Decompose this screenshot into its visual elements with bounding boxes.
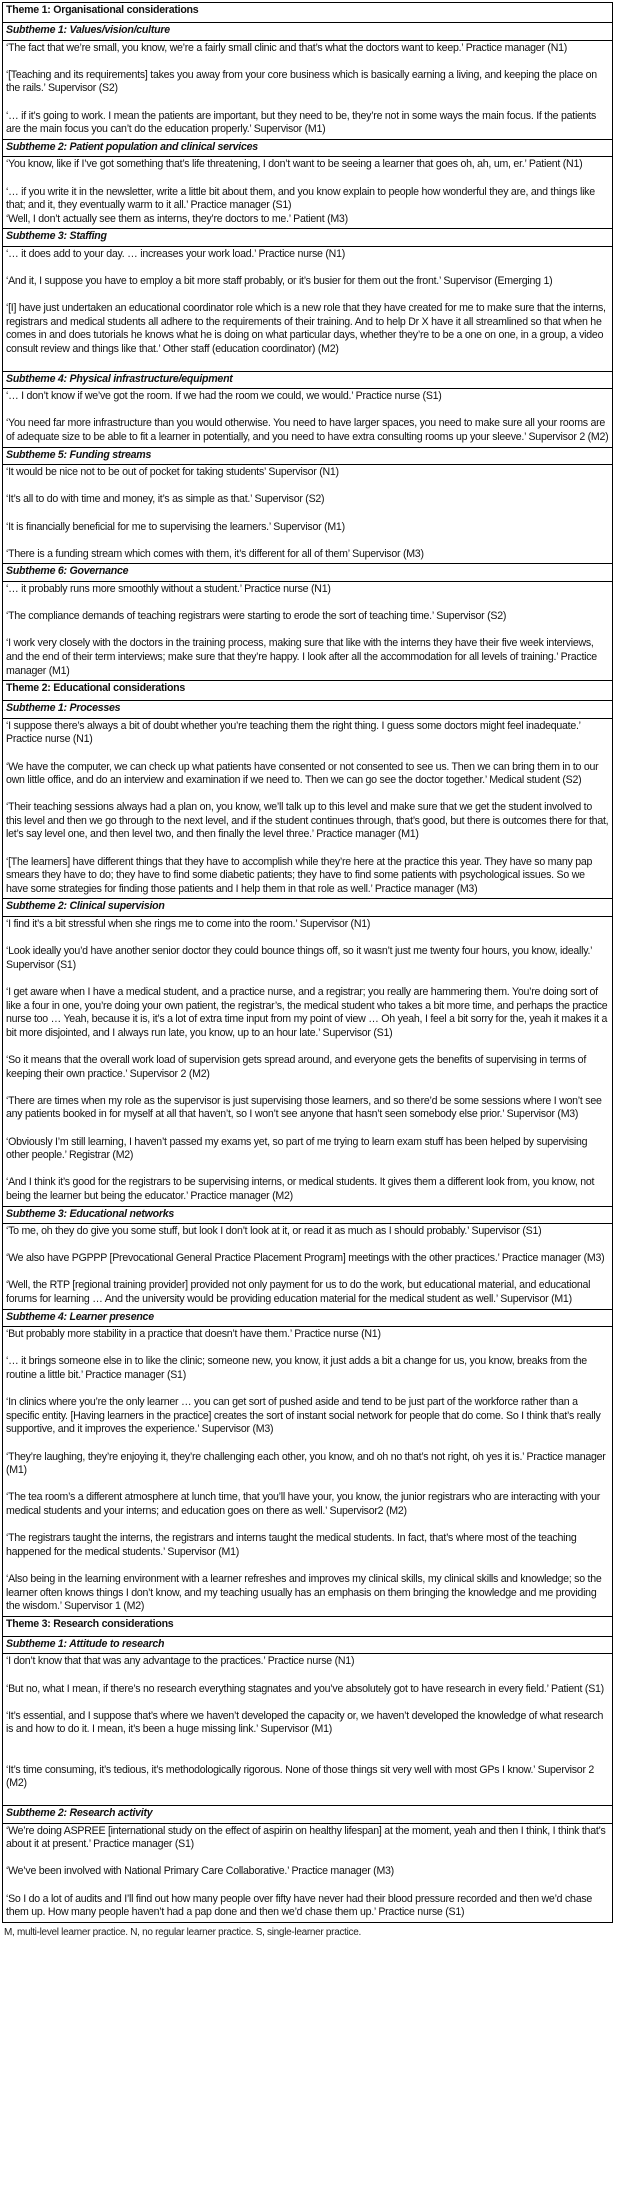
quote: ‘And I think it’s good for the registrars to be supervising interns, or medical students. It gives them a different look from, you know, not being the learner but being the educator.’ Practice manager (M2) [6,1176,595,1202]
quotes-cell [3,1224,613,1310]
quotes-row [3,1823,613,1922]
subtheme-row [3,1206,613,1224]
qualitative-themes-document [2,2,613,1942]
quotes-row [3,389,613,447]
quote: ‘We’ve been involved with National Primary Care Collaborative.’ Practice manager (M3) [6,1865,394,1878]
subtheme-row [3,1636,613,1654]
subtheme-row [3,371,613,389]
subtheme-heading: Subtheme 5: Funding streams [3,447,613,465]
quotes-row [3,917,613,1206]
theme-row [3,3,613,23]
quotes-cell [3,1823,613,1922]
quotes-row [3,246,613,371]
quotes-row [3,1224,613,1310]
quotes-cell [3,1327,613,1616]
quotes-cell [3,581,613,680]
quote: ‘… I don’t know if we’ve got the room. If we had the room we could, we would.’ Practice nurse (S1) [6,390,442,403]
quote: ‘It’s all to do with time and money, it’s as simple as that.’ Supervisor (S2) [6,493,325,506]
quote: ‘Look ideally you’d have another senior doctor they could bounce things off, so it wasn’t just me twenty four hours, you know, ideally.’ Supervisor (S1) [6,945,592,971]
subtheme-heading: Subtheme 6: Governance [3,564,613,582]
quote: ‘There are times when my role as the supervisor is just supervising those learners, and so there’d be some sessions where I won’t see any patients booked in for myself at all that haven’t, so I won’t see anyone that hasn’t seen somebody else prior.’ Supervisor (M3) [6,1094,602,1121]
quote: ‘I get aware when I have a medical student, and a practice nurse, and a registrar; you really are hammering them. You’re doing sort of like a four in one, you’re doing your own patient, the registrar’s, the medical student who takes a bit more time, and perhaps the practice nurse too … Yeah, because it is, it’s a lot of extra time input from my point of view … Oh yeah, I feel a bit sorry for the, yeah it makes it a bit more disjointed, and I always run late, you know, up to an hour late.’ Supervisor (S1) [6,986,608,1039]
quote: ‘But no, what I mean, if there’s no research everything stagnates and you’ve absolutely got to have research in every field.’ Patient (S1) [6,1682,604,1695]
quote: ‘… if you write it in the newsletter, write a little bit about them, and you know explain to people how wonderful they are, and things like that; and it, they eventually warm to it all.’ Practice manager (S1) [6,185,595,212]
quotes-row [3,465,613,564]
quotes-row [3,718,613,899]
theme-heading: Theme 1: Organisational considerations [3,3,613,23]
quote: ‘You need far more infrastructure than you would otherwise. You need to have larger spaces, you need to make sure all your rooms are of adequate size to be able to fit a learner in potentially, and you need to have extra consulting rooms up your sleeve.’ Supervisor 2 (M2) [6,417,609,444]
quotes-cell [3,1654,613,1806]
quote: ‘The tea room’s a different atmosphere at lunch time, that you’ll have your, you know, the junior registrars who are interacting with your medical students and your interns; and education goes on there as well.’ Supervisor2 (M2) [6,1491,600,1517]
quote: ‘I work very closely with the doctors in the training process, making sure that like with the interns they have their five week interviews, and the end of their term interviews; make sure that they’re happy. I look after all the accommodation for all levels of training.’ Practice manager (M1) [6,637,597,677]
quote: ‘It would be nice not to be out of pocket for taking students’ Supervisor (N1) [6,466,339,479]
quote: ‘[I] have just undertaken an educational coordinator role which is a new role that they have created for me to make sure that the interns, registrars and medical students all adhere to the requirements of their training. And to help Dr X have it all streamlined so that when he comes in and does tutorials he knows what he is doing on what particular days, whether they’re to be a one on one, in a group, a video consult review and things like that.’ Other staff (education coordinator) (M2) [6,302,606,356]
quotes-cell [3,389,613,447]
quote: ‘But probably more stability in a practice that doesn’t have them.’ Practice nurse (N1) [6,1328,381,1341]
quote: ‘We’re doing ASPREE [international study on the effect of aspirin on healthy lifespan] at the moment, yeah and then I think, I think that’s about it at present.’ Practice manager (S1) [6,1824,606,1851]
subtheme-row [3,564,613,582]
quote: ‘Well, the RTP [regional training provider] provided not only payment for us to do the work, but educational material, and educational forums for learning … And the university would be providing education material for the medical student as well.’ Supervisor (M1) [6,1279,591,1306]
quote: ‘They’re laughing, they’re enjoying it, they’re challenging each other, you know, and oh no that’s not right, oh yes it is.’ Practice manager (M1) [6,1450,606,1477]
quote: ‘So it means that the overall work load of supervision gets spread around, and everyone gets the benefits of supervising in terms of keeping their own practice.’ Supervisor 2 (M2) [6,1053,587,1080]
subtheme-heading: Subtheme 1: Attitude to research [3,1636,613,1654]
subtheme-row [3,1309,613,1327]
quote: ‘We also have PGPPP [Prevocational General Practice Placement Program] meetings with the other practices.’ Practice manager (M3) [6,1252,605,1265]
quotes-row [3,157,613,229]
theme-row [3,1616,613,1636]
quote: ‘So I do a lot of audits and I’ll find out how many people over fifty have never had their blood pressure recorded and then we’d chase them up. How many people haven’t had a pap done and then we’d chase them up.’ Practice nurse (S1) [6,1892,593,1919]
subtheme-row [3,229,613,247]
subtheme-heading: Subtheme 4: Physical infrastructure/equipment [3,371,613,389]
quote: ‘In clinics where you’re the only learner … you can get sort of pushed aside and tend to be just part of the workforce rather than a specific entity. [Having learners in the practice] creates the sort of instant social network for people that do come. So I think that’s really supportive, and it improves the experience.’ Supervisor (M3) [6,1396,601,1436]
quotes-row [3,1327,613,1616]
quote: ‘Well, I don’t actually see them as interns, they’re doctors to me.’ Patient (M3) [6,212,348,225]
subtheme-row [3,1806,613,1824]
quotes-cell [3,246,613,371]
quote: ‘… it does add to your day. … increases your work load.’ Practice nurse (N1) [6,247,345,260]
quote: ‘[The learners] have different things that they have to accomplish while they’re here at the practice this year. They have so many pap smears they have to do; they have to find some diabetic patients; they have to find some patients with psychological issues. So we have some strategies for finding those patients and I help them in that role as well.’ Practice manager (M3) [6,855,593,895]
subtheme-row [3,447,613,465]
subtheme-heading: Subtheme 1: Values/vision/culture [3,23,613,41]
quote: ‘Obviously I’m still learning, I haven’t passed my exams yet, so part of me trying to learn exam stuff has been helped by supervising other people.’ Registrar (M2) [6,1135,588,1162]
subtheme-heading: Subtheme 1: Processes [3,701,613,719]
quotes-cell [3,40,613,139]
quotes-row [3,1654,613,1806]
quote: ‘Their teaching sessions always had a plan on, you know, we’ll talk up to this level and make sure that we get the student involved to this level and then we go through to the next level, and if the student continues through, that’s good, but there is outcomes there for that, let’s say level one, and then level two, and then finally the level three.’ Practice manager (M1) [6,801,609,841]
quote: ‘We have the computer, we can check up what patients have consented or not consented to see us. Then we can bring them in to our own little office, and do an interview and examination if we need to. Then we can go see the doctor together.’ Medical student (S2) [6,760,599,787]
quote: ‘… it brings someone else in to like the clinic; someone new, you know, it just adds a bit a change for us, you know, breaks from the routine a little bit.’ Practice manager (S1) [6,1355,587,1382]
theme-row [3,681,613,701]
quote: ‘It’s time consuming, it’s tedious, it’s methodologically rigorous. None of those things sit very well with most GPs I know.’ Supervisor 2 (M2) [6,1763,595,1790]
quote: ‘I find it’s a bit stressful when she rings me to come into the room.’ Supervisor (N1) [6,918,371,931]
quote: ‘… if it’s going to work. I mean the patients are important, but they need to be, they’re not in some ways the main focus. If the patients are the main focus you can’t do the education properly.’ Supervisor (M1) [6,109,597,136]
quote: ‘It is financially beneficial for me to supervising the learners.’ Supervisor (M1) [6,520,345,533]
quote: ‘You know, like if I’ve got something that’s life threatening, I don’t want to be seeing a learner that goes oh, ah, um, er.’ Patient (N1) [6,158,583,171]
quotes-row [3,40,613,139]
quotes-cell [3,718,613,899]
quote: ‘To me, oh they do give you some stuff, but look I don’t look at it, or read it as much as I should probably.’ Supervisor (S1) [6,1225,542,1238]
themes-quotes-table [2,2,613,1923]
subtheme-row [3,899,613,917]
subtheme-heading: Subtheme 2: Patient population and clinical services [3,139,613,157]
quotes-cell [3,917,613,1206]
quote: ‘And it, I suppose you have to employ a bit more staff probably, or it’s busier for them out the front.’ Supervisor (Emerging 1) [6,275,553,288]
quotes-row [3,581,613,680]
quote: ‘I don’t know that that was any advantage to the practices.’ Practice nurse (N1) [6,1655,355,1668]
quote: ‘It’s essential, and I suppose that’s where we haven’t developed the capacity or, we haven’t developed the knowledge of what research is and how to do it. I mean, it’s been a huge missing link.’ Supervisor (M1) [6,1709,604,1736]
quote: ‘There is a funding stream which comes with them, it’s different for all of them’ Supervisor (M3) [6,547,424,560]
quote: ‘[Teaching and its requirements] takes you away from your core business which is basically earning a living, and keeping the place on the rails.’ Supervisor (S2) [6,68,597,95]
quote: ‘The compliance demands of teaching registrars were starting to erode the sort of teaching time.’ Supervisor (S2) [6,610,507,623]
theme-heading: Theme 3: Research considerations [3,1616,613,1636]
subtheme-heading: Subtheme 4: Learner presence [3,1309,613,1327]
quote: ‘The registrars taught the interns, the registrars and interns taught the medical students. In fact, that’s where most of the teaching happened for the medical students.’ Supervisor (M1) [6,1532,577,1558]
quote: ‘Also being in the learning environment with a learner refreshes and improves my clinical skills, my clinical skills and knowledge; so the learner often knows things I don’t know, and my teaching usually has an emphasis on them bringing the knowledge and me providing the wisdom.’ Supervisor 1 (M2) [6,1572,602,1613]
quote: ‘… it probably runs more smoothly without a student.’ Practice nurse (N1) [6,582,331,595]
subtheme-heading: Subtheme 3: Educational networks [3,1206,613,1224]
quote: ‘The fact that we’re small, you know, we’re a fairly small clinic and that’s what the doctors want to keep.’ Practice manager (N1) [6,41,568,54]
subtheme-row [3,23,613,41]
table-footnote: M, multi-level learner practice. N, no regular learner practice. S, single-learner practice. [4,1926,362,1938]
subtheme-heading: Subtheme 2: Clinical supervision [3,899,613,917]
theme-heading: Theme 2: Educational considerations [3,681,613,701]
subtheme-heading: Subtheme 3: Staffing [3,229,613,247]
quote: ‘I suppose there’s always a bit of doubt whether you’re teaching them the right thing. I guess some doctors might feel inadequate.’ Practice nurse (N1) [6,719,581,746]
quotes-cell [3,157,613,229]
subtheme-row [3,701,613,719]
subtheme-heading: Subtheme 2: Research activity [3,1806,613,1824]
subtheme-row [3,139,613,157]
quotes-cell [3,465,613,564]
